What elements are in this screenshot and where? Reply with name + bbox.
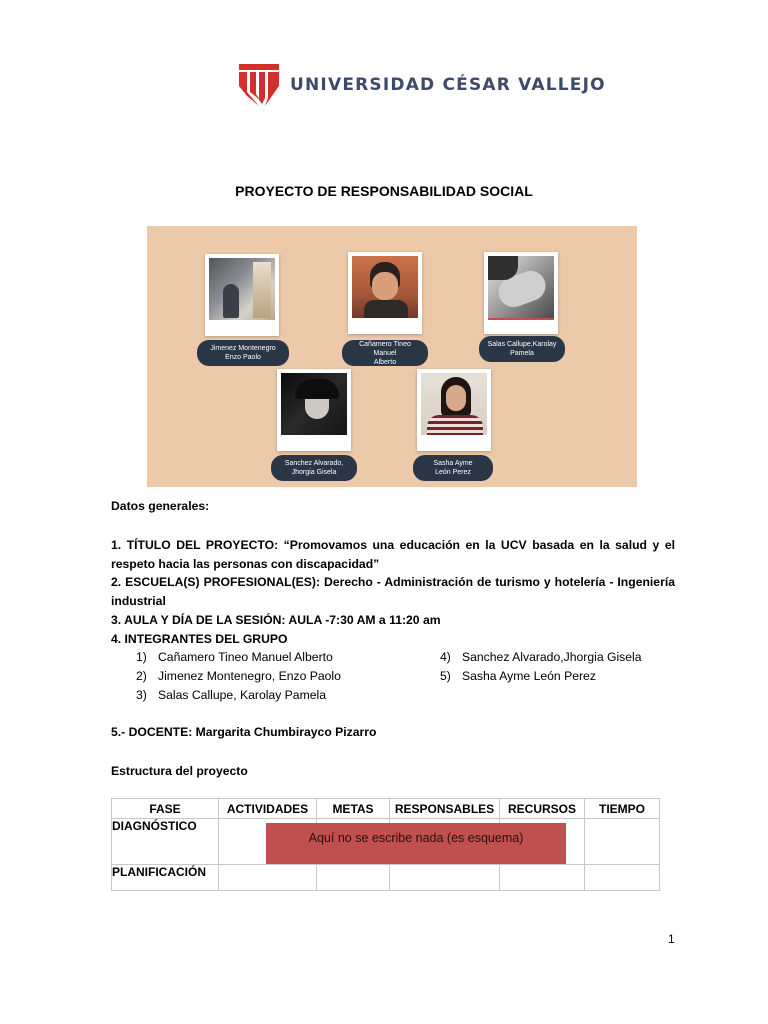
row-label: PLANIFICACIÓN bbox=[112, 865, 219, 891]
member-photo bbox=[421, 373, 487, 435]
list-item: 5) Sasha Ayme León Perez bbox=[440, 669, 596, 683]
teacher-line: 5.- DOCENTE: Margarita Chumbirayco Pizarro bbox=[111, 725, 377, 739]
member-photo bbox=[281, 373, 347, 435]
column-header: TIEMPO bbox=[585, 799, 660, 819]
table-cell bbox=[500, 865, 585, 891]
school-line: 2. ESCUELA(S) PROFESIONAL(ES): Derecho - Administración de turismo y hotelería - Ingeniería industrial bbox=[111, 575, 675, 608]
schema-note-box: Aquí no se escribe nada (es esquema) bbox=[266, 823, 566, 864]
column-header: ACTIVIDADES bbox=[219, 799, 317, 819]
member-photo bbox=[209, 258, 275, 320]
member-photo bbox=[488, 256, 554, 318]
university-logo bbox=[238, 62, 606, 108]
general-data-heading: Datos generales: bbox=[111, 499, 210, 513]
member-name-label: Jimenez Montenegro Enzo Paolo bbox=[197, 340, 289, 366]
column-header: RESPONSABLES bbox=[390, 799, 500, 819]
list-item: 4) Sanchez Alvarado,Jhorgia Gisela bbox=[440, 650, 642, 664]
university-name: UNIVERSIDAD CÉSAR VALLEJO bbox=[290, 75, 606, 95]
members-list-right bbox=[440, 648, 642, 686]
member-name-label: Sanchez Alvarado, Jhorgia Gisela bbox=[271, 455, 357, 481]
document-title: PROYECTO DE RESPONSABILIDAD SOCIAL bbox=[235, 183, 533, 199]
member-photo-card bbox=[277, 369, 351, 451]
page-number: 1 bbox=[668, 932, 675, 946]
table-row bbox=[112, 865, 660, 891]
table-cell bbox=[219, 865, 317, 891]
column-header: RECURSOS bbox=[500, 799, 585, 819]
member-name-label: Salas Callupe,Karolay Pamela bbox=[479, 336, 565, 362]
row-label: DIAGNÓSTICO bbox=[112, 819, 219, 865]
column-header: FASE bbox=[112, 799, 219, 819]
table-cell bbox=[317, 865, 390, 891]
table-cell bbox=[390, 865, 500, 891]
table-header-row bbox=[112, 799, 660, 819]
members-banner bbox=[147, 226, 637, 487]
members-heading: 4. INTEGRANTES DEL GRUPO bbox=[111, 632, 288, 646]
member-name-label: Cañamero Tineo Manuel Alberto bbox=[342, 340, 428, 366]
table-cell bbox=[585, 819, 660, 865]
member-photo-card bbox=[417, 369, 491, 451]
list-item: 1) Cañamero Tineo Manuel Alberto bbox=[136, 650, 333, 664]
member-photo-card bbox=[484, 252, 558, 334]
session-line: 3. AULA Y DÍA DE LA SESIÓN: AULA -7:30 AM a 11:20 am bbox=[111, 613, 441, 627]
member-photo bbox=[352, 256, 418, 318]
ucv-emblem-icon bbox=[238, 62, 280, 108]
table-cell bbox=[585, 865, 660, 891]
member-name-label: Sasha Ayme León Perez bbox=[413, 455, 493, 481]
structure-heading: Estructura del proyecto bbox=[111, 764, 248, 778]
column-header: METAS bbox=[317, 799, 390, 819]
list-item: 3) Salas Callupe, Karolay Pamela bbox=[136, 688, 327, 702]
list-item: 2) Jimenez Montenegro, Enzo Paolo bbox=[136, 669, 341, 683]
member-photo-card bbox=[348, 252, 422, 334]
project-title-line: 1. TÍTULO DEL PROYECTO: “Promovamos una educación en la UCV basada en la salud y el respeto hacia las personas con discapacidad” bbox=[111, 538, 675, 571]
members-list-left bbox=[136, 648, 341, 705]
member-photo-card bbox=[205, 254, 279, 336]
